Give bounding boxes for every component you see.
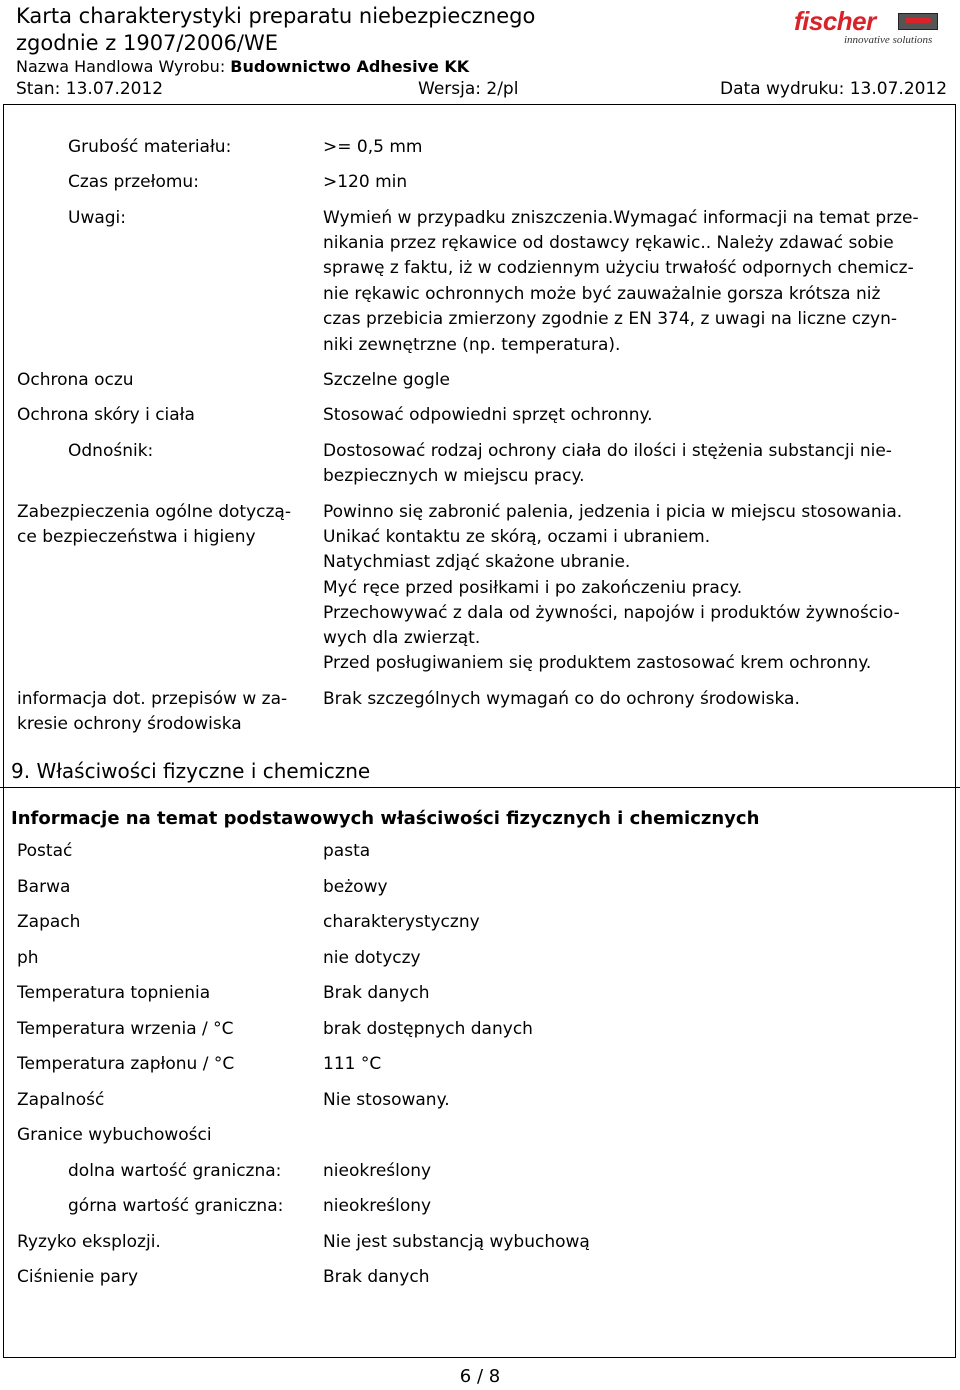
explosive-limits-label: Granice wybuchowości [17,1125,212,1145]
property-value: pasta [323,841,371,861]
general-hygiene-label: Zabezpieczenia ogólne dotyczą- [17,502,291,522]
lower-limit-value: nieokreślony [323,1161,432,1181]
property-value: Brak danych [323,983,430,1003]
eye-protection-value: Szczelne gogle [323,370,450,390]
property-label: ph [17,948,39,968]
property-label: Zapach [17,912,81,932]
upper-limit-value: nieokreślony [323,1196,432,1216]
skin-protection-value: Stosować odpowiedni sprzęt ochronny. [323,405,653,425]
env-label: kresie ochrony środowiska [17,714,242,734]
reference-line: bezpiecznych w miejscu pracy. [323,466,585,486]
property-value: Nie stosowany. [323,1090,450,1110]
logo-wordmark: fischer [794,6,876,36]
fischer-logo [794,6,944,46]
property-label: Zapalność [17,1090,105,1110]
breakthrough-label: Czas przełomu: [68,172,199,192]
upper-limit-label: górna wartość graniczna: [68,1196,284,1216]
explosion-risk-label: Ryzyko eksplozji. [17,1232,161,1252]
env-value: Brak szczególnych wymagań co do ochrony środowiska. [323,689,800,709]
env-label: informacja dot. przepisów w za- [17,689,288,709]
property-label: Temperatura zapłonu / °C [17,1054,235,1074]
general-hygiene-label: ce bezpieczeństwa i higieny [17,527,256,547]
remarks-line: Wymień w przypadku zniszczenia.Wymagać informacji na temat prze- [323,208,919,228]
property-value: brak dostępnych danych [323,1019,533,1039]
thickness-value: >= 0,5 mm [323,137,423,157]
page-number: 6 / 8 [459,1366,501,1387]
remarks-label: Uwagi: [68,208,127,228]
status-date: Stan: 13.07.2012 [16,79,164,99]
general-hygiene-line: wych dla zwierząt. [323,628,481,648]
property-label: Temperatura wrzenia / °C [17,1019,234,1039]
general-hygiene-line: Natychmiast zdjąć skażone ubranie. [323,552,631,572]
remarks-line: nie rękawic ochronnych może być zauważalnie gorsza krótsza niż [323,284,881,304]
property-label: Barwa [17,877,71,897]
logo-tagline: innovative solutions [844,34,933,46]
eye-protection-label: Ochrona oczu [17,370,134,390]
trade-name-label: Nazwa Handlowa Wyrobu: [16,57,226,76]
skin-protection-label: Ochrona skóry i ciała [17,405,195,425]
general-hygiene-line: Przed posługiwaniem się produktem zastosować krem ochronny. [323,653,872,673]
remarks-line: nikania przez rękawice od dostawcy rękawic.. Należy zdawać sobie [323,233,894,253]
section-9-title: 9. Właściwości fizyczne i chemiczne [11,759,371,783]
breakthrough-value: >120 min [323,172,408,192]
general-hygiene-line: Myć ręce przed posiłkami i po zakończeniu pracy. [323,578,743,598]
property-value: beżowy [323,877,388,897]
lower-limit-label: dolna wartość graniczna: [68,1161,282,1181]
logo-badge-icon [898,13,938,30]
property-label: Postać [17,841,73,861]
section-9-subtitle: Informacje na temat podstawowych właściwości fizycznych i chemicznych [11,808,760,829]
property-value: nie dotyczy [323,948,421,968]
document-regulation: zgodnie z 1907/2006/WE [16,31,279,55]
property-value: 111 °C [323,1054,382,1074]
general-hygiene-line: Powinno się zabronić palenia, jedzenia i picia w miejscu stosowania. [323,502,903,522]
trade-name-line [16,57,469,77]
version: Wersja: 2/pl [418,79,519,99]
general-hygiene-line: Przechowywać z dala od żywności, napojów i produktów żywnościo- [323,603,900,623]
section-divider [0,787,960,788]
reference-line: Dostosować rodzaj ochrony ciała do ilości i stężenia substancji nie- [323,441,892,461]
print-date: Data wydruku: 13.07.2012 [720,79,948,99]
vapour-pressure-label: Ciśnienie pary [17,1267,139,1287]
property-value: charakterystyczny [323,912,480,932]
thickness-label: Grubość materiału: [68,137,232,157]
general-hygiene-line: Unikać kontaktu ze skórą, oczami i ubraniem. [323,527,711,547]
document-title: Karta charakterystyki preparatu niebezpiecznego [16,4,536,28]
property-label: Temperatura topnienia [17,983,211,1003]
reference-label: Odnośnik: [68,441,154,461]
remarks-line: czas przebicia zmierzony zgodnie z EN 374, z uwagi na liczne czyn- [323,309,897,329]
remarks-line: sprawę z faktu, iż w codziennym użyciu trwałość odpornych chemicz- [323,258,914,278]
explosion-risk-value: Nie jest substancją wybuchową [323,1232,590,1252]
vapour-pressure-value: Brak danych [323,1267,430,1287]
remarks-line: niki zewnętrzne (np. temperatura). [323,335,621,355]
trade-name: Budownictwo Adhesive KK [230,57,470,76]
document-header [0,0,960,105]
